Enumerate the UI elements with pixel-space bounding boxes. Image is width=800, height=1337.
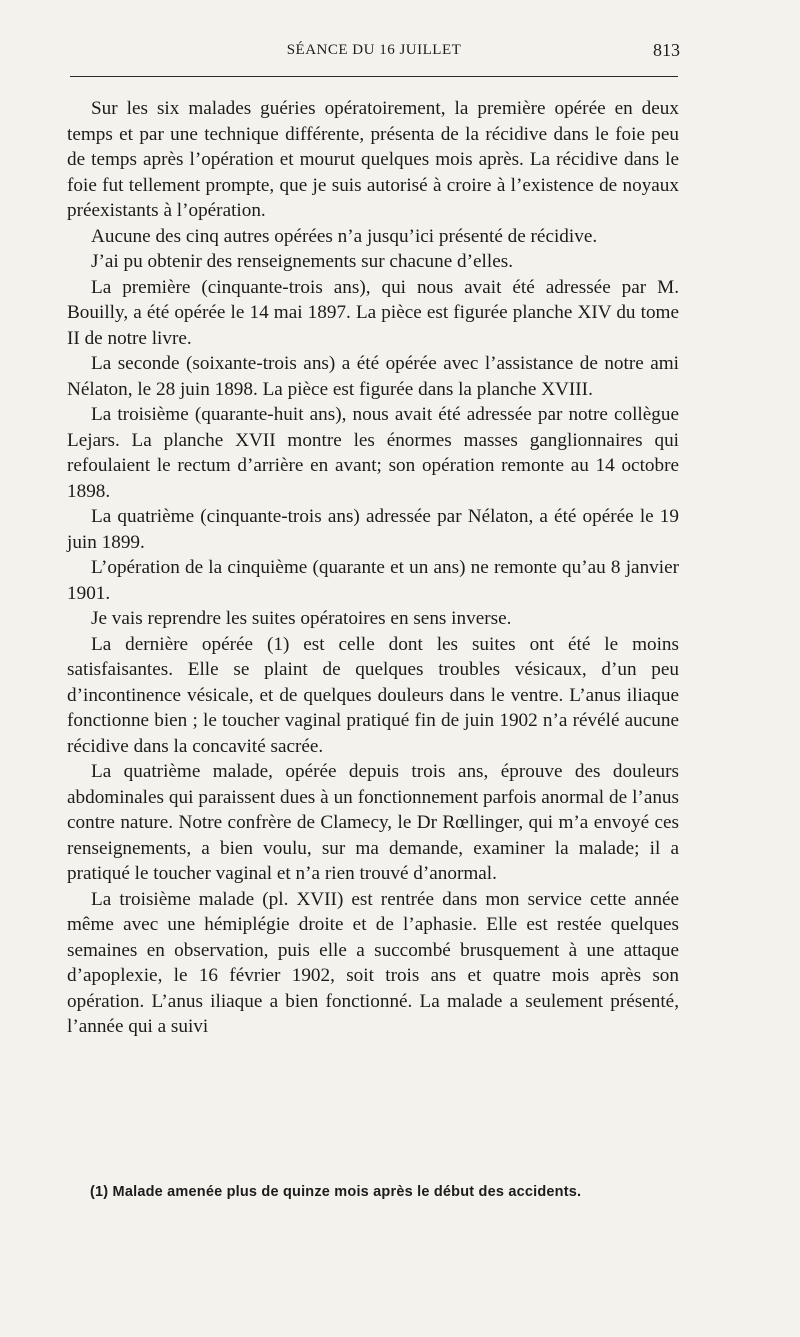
paragraph: La quatrième (cinquante-trois ans) adressée par Nélaton, a été opérée le 19 juin 1899. <box>67 506 679 553</box>
running-title: SÉANCE DU 16 JUILLET <box>286 42 462 58</box>
body-text <box>67 96 679 1040</box>
paragraph: J’ai pu obtenir des renseignements sur chacune d’elles. <box>91 251 513 272</box>
paragraph: Je vais reprendre les suites opératoires en sens inverse. <box>91 608 512 629</box>
page-header <box>68 38 680 68</box>
paragraph: La dernière opérée (1) est celle dont les suites ont été le moins satisfaisantes. Elle se plaint de quelques troubles vésicaux, d’un peu d’incontinence vésicale, et de quelques douleurs dans le ventre. L’anus iliaque fonctionne bien ; le toucher vaginal pratiqué fin de juin 1902 n’a révélé aucune récidive dans la concavité sacrée. <box>67 633 679 757</box>
paragraph: Sur les six malades guéries opératoirement, la première opérée en deux temps et par une technique différente, présenta de la récidive dans le foie peu de temps après l’opération et mourut quelques mois après. La récidive dans le foie fut tellement prompte, que je suis autorisé à croire à l’existence de noyaux préexistants à l’opération. <box>67 98 679 221</box>
paragraph: La troisième malade (pl. XVII) est rentrée dans mon service cette année même avec une hémiplégie droite et de l’aphasie. Elle est restée quelques semaines en observation, puis elle a succombé brusquement à une attaque d’apoplexie, le 16 février 1902, soit trois ans et quatre mois après son opération. L’anus iliaque a bien fonctionné. La malade a seulement présenté, l’année qui a suivi <box>67 888 679 1037</box>
paragraph: La quatrième malade, opérée depuis trois ans, éprouve des douleurs abdominales qui paraissent dues à un fonctionnement parfois anormal de l’anus contre nature. Notre confrère de Clamecy, le Dr Rœllinger, qui m’a envoyé ces renseignements, a bien voulu, sur ma demande, examiner la malade; il a pratiqué le toucher vaginal et n’a rien trouvé d’anormal. <box>67 761 679 884</box>
paragraph: L’opération de la cinquième (quarante et un ans) ne remonte qu’au 8 janvier 1901. <box>67 557 679 604</box>
paragraph: La troisième (quarante-huit ans), nous avait été adressée par notre collègue Lejars. La planche XVII montre les énormes masses ganglionnaires qui refoulaient le rectum d’arrière en avant; son opération remonte au 14 octobre 1898. <box>67 404 679 502</box>
paragraph: La première (cinquante-trois ans), qui nous avait été adressée par M. Bouilly, a été opérée le 14 mai 1897. La pièce est figurée planche XIV du tome II de notre livre. <box>67 276 679 349</box>
page-number: 813 <box>653 40 680 60</box>
paragraph: Aucune des cinq autres opérées n’a jusqu’ici présenté de récidive. <box>91 225 598 247</box>
footnote: (1) Malade amenée plus de quinze mois après le début des accidents. <box>90 1184 582 1200</box>
paragraph: La seconde (soixante-trois ans) a été opérée avec l’assistance de notre ami Nélaton, le 28 juin 1898. La pièce est figurée dans la planche XVIII. <box>67 353 679 400</box>
header-rule <box>70 76 678 77</box>
